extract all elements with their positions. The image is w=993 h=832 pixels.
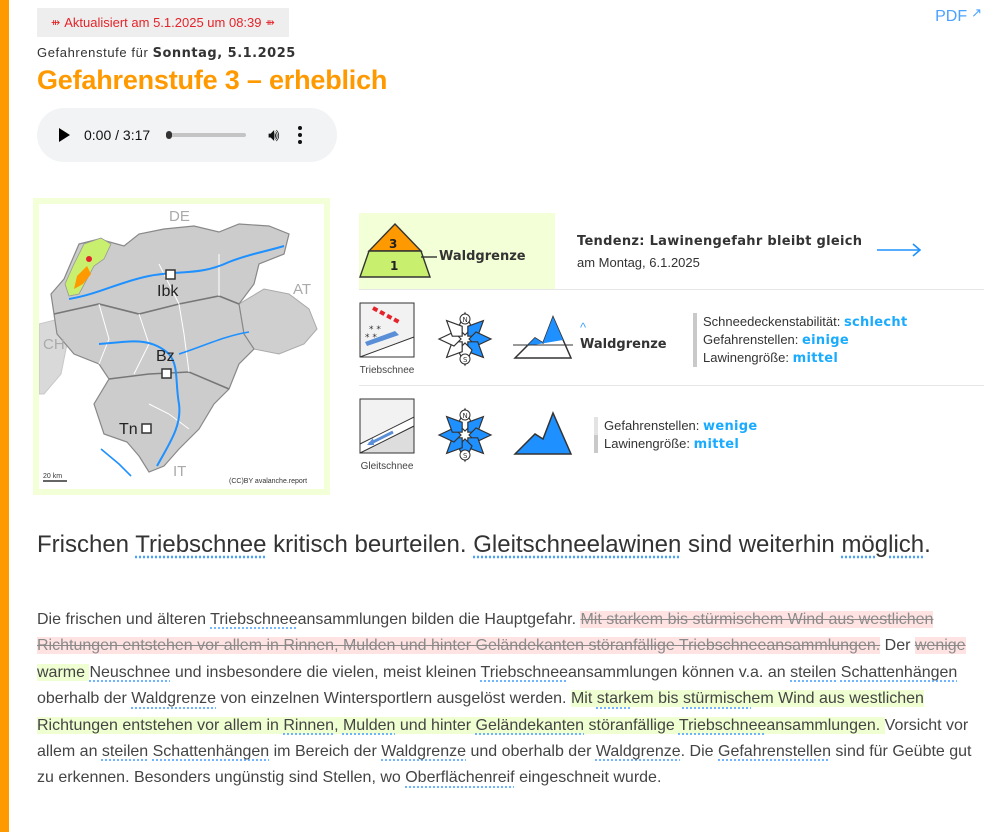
aspect-label-n: N — [462, 412, 468, 420]
region-map[interactable] — [33, 198, 330, 495]
date-line — [37, 45, 296, 61]
tendency-date: am Montag, 6.1.2025 — [577, 255, 700, 270]
text: im Bereich der — [269, 743, 382, 761]
tendency-title: Tendenz: Lawinengefahr bleibt gleich — [577, 234, 863, 249]
more-options-icon[interactable] — [298, 126, 302, 144]
text: Der — [880, 637, 915, 655]
glossary-link[interactable]: Waldgrenze — [131, 690, 217, 708]
pdf-label: PDF — [935, 8, 968, 25]
property-value: mittel — [693, 437, 740, 452]
text: und oberhalb der — [466, 743, 596, 761]
text: oberhalb der — [37, 690, 132, 708]
danger-level-upper: 3 — [389, 237, 398, 251]
problem-elevation-label: Waldgrenze — [580, 337, 667, 352]
aspect-rose-icon — [437, 311, 493, 367]
audio-progress-slider[interactable] — [166, 133, 246, 137]
problem-type-label: Triebschnee — [359, 365, 415, 376]
country-label-at: AT — [293, 281, 312, 298]
text: em bis — [631, 690, 683, 708]
volume-icon[interactable]: 🔊︎ — [268, 124, 280, 145]
property-label: Lawinengröße: — [703, 350, 789, 365]
property-value: schlecht — [843, 315, 908, 330]
glossary-link[interactable]: Waldgrenze — [381, 743, 466, 761]
property-danger-spots — [594, 417, 758, 435]
glossary-link[interactable]: Schattenhängen — [152, 743, 270, 761]
avalanche-problem-wind-slab — [359, 300, 984, 380]
text: von einzelnen Wintersportlern ausgelöst werden. — [216, 690, 571, 708]
svg-text:* *: * * — [365, 333, 377, 343]
deleted-text: Mit starkem bis stürmischem Wind aus westlichen Richtungen entstehen vor allem in Rinnen, Mulden und hinter Geländekanten störanfällige Triebschneeansammlungen. — [37, 611, 934, 655]
map-svg — [39, 204, 324, 489]
audio-player[interactable] — [37, 108, 337, 162]
trient-marker — [142, 424, 151, 433]
map-scale-label: 20 km — [43, 473, 63, 480]
glossary-link[interactable]: Mulden — [342, 716, 396, 734]
wind-slab-icon — [359, 302, 415, 358]
text: . Die — [680, 743, 718, 761]
text: ansammlungen bilden die Hauptgefahr. — [297, 611, 581, 628]
text: und insbesondere die vielen, meist kleinen — [170, 663, 481, 681]
gliding-snow-problem — [359, 398, 415, 472]
aspect-label-s: S — [463, 356, 468, 364]
glossary-link[interactable]: Triebschnee — [678, 716, 767, 734]
divider — [359, 385, 984, 386]
property-avalanche-size — [594, 435, 758, 453]
text: störanfällige — [584, 716, 679, 734]
wind-slab-problem — [359, 302, 415, 376]
city-label-ibk: Ibk — [157, 283, 179, 300]
danger-area-level-3-spot — [86, 256, 92, 262]
city-label-bz: Bz — [156, 348, 175, 365]
glossary-link[interactable]: Triebschnee — [135, 531, 267, 558]
problem-properties — [594, 417, 758, 453]
bulletin-date: Sonntag, 5.1.2025 — [152, 46, 296, 61]
headline-text: Frischen — [37, 531, 130, 558]
property-value: einige — [802, 333, 849, 348]
arrow-right-icon: ⇻ — [51, 17, 61, 29]
glossary-link[interactable]: Triebschnee — [210, 611, 298, 628]
glossary-link[interactable]: steilen — [790, 663, 837, 681]
country-label-de: DE — [169, 208, 190, 225]
deleted-text: wenige — [914, 637, 966, 655]
property-value: mittel — [792, 351, 839, 366]
problem-properties — [693, 313, 907, 367]
glossary-link[interactable]: steilen — [101, 743, 149, 761]
gliding-snow-icon — [359, 398, 415, 454]
tendency — [577, 234, 862, 270]
innsbruck-marker — [166, 270, 175, 279]
country-label-ch: CH — [43, 336, 65, 353]
aspect-label-n: N — [462, 316, 468, 324]
pdf-link[interactable] — [935, 5, 982, 26]
elevation-all-icon — [513, 409, 573, 457]
glossary-link[interactable]: Schattenhängen — [840, 663, 958, 681]
glossary-link[interactable]: stark — [596, 690, 632, 708]
text: ansammlungen können v.a. an — [567, 663, 791, 681]
inserted-text: warme — [37, 663, 90, 681]
property-value: wenige — [703, 419, 758, 434]
headline-text: kritisch beurteilen. — [273, 531, 467, 558]
bulletin-headline — [37, 527, 937, 563]
arrow-right-icon — [877, 240, 923, 260]
property-avalanche-size — [693, 349, 907, 367]
audio-time: 0:00 / 3:17 — [84, 127, 151, 143]
property-danger-spots — [693, 331, 907, 349]
property-label: Lawinengröße: — [604, 436, 690, 451]
glossary-link[interactable]: Oberflächenreif — [405, 769, 515, 787]
danger-level-lower: 1 — [390, 259, 399, 273]
date-prefix: Gefahrenstufe für — [37, 45, 149, 60]
glossary-link[interactable]: Gefahrenstellen — [718, 743, 831, 761]
property-snowpack-stability — [693, 313, 907, 331]
danger-level-title: Gefahrenstufe 3 – erheblich — [37, 65, 388, 95]
glossary-link[interactable]: stürmisch — [682, 690, 752, 708]
country-label-it: IT — [173, 463, 187, 480]
glossary-link[interactable]: Triebschnee — [480, 663, 568, 681]
text: em Wind aus westlichen Richtungen entstehen vor allem in — [37, 690, 924, 734]
danger-rating-cell — [359, 213, 555, 289]
text: Vorsicht vor allem an — [37, 716, 969, 761]
svg-text:* *: * * — [369, 325, 381, 335]
glossary-link[interactable]: Gleitschneelawinen — [473, 531, 682, 558]
headline-text: . — [924, 531, 931, 558]
glossary-link[interactable]: Geländekanten — [475, 716, 585, 734]
bulletin-text — [37, 607, 983, 792]
property-label: Gefahrenstellen: — [604, 418, 700, 433]
text: Die frischen und älteren — [37, 611, 211, 628]
danger-level-color-bar — [0, 0, 9, 832]
avalanche-problem-gliding-snow — [359, 396, 984, 476]
text: , — [334, 716, 343, 734]
headline-text: sind weiterhin — [688, 531, 835, 558]
text: ansammlungen. — [766, 716, 885, 734]
arrow-right-icon: ⇻ — [265, 17, 275, 29]
updated-badge[interactable] — [37, 8, 289, 37]
property-label: Schneedeckenstabilität: — [703, 314, 841, 329]
external-link-icon: ↗ — [971, 5, 982, 20]
problem-type-label: Gleitschnee — [360, 461, 414, 472]
city-label-tn: Tn — [119, 421, 138, 438]
text: sind für Geübte gut zu erkennen. Besonders ungünstig sind Stellen, wo — [37, 743, 972, 787]
glossary-link[interactable]: Waldgrenze — [595, 743, 681, 761]
aspect-rose-icon — [437, 407, 493, 463]
updated-text: Aktualisiert am 5.1.2025 um 08:39 — [64, 15, 262, 30]
map-credit: (CC)BY avalanche.report — [229, 478, 308, 485]
play-icon[interactable] — [59, 128, 70, 142]
property-label: Gefahrenstellen: — [703, 332, 799, 347]
bozen-marker — [162, 369, 171, 378]
text: Mit — [570, 690, 597, 708]
chevron-up-icon: ^ — [580, 320, 587, 335]
elevation-above-icon — [513, 313, 573, 361]
glossary-link[interactable]: möglich — [841, 531, 925, 558]
divider — [359, 289, 984, 290]
text: und hinter — [395, 716, 476, 734]
aspect-label-s: S — [463, 452, 468, 460]
text: eingeschneit wurde. — [514, 769, 662, 787]
glossary-link[interactable]: Rinnen — [283, 716, 335, 734]
danger-elevation-label: Waldgrenze — [439, 249, 526, 264]
glossary-link[interactable]: Neuschnee — [89, 663, 171, 681]
